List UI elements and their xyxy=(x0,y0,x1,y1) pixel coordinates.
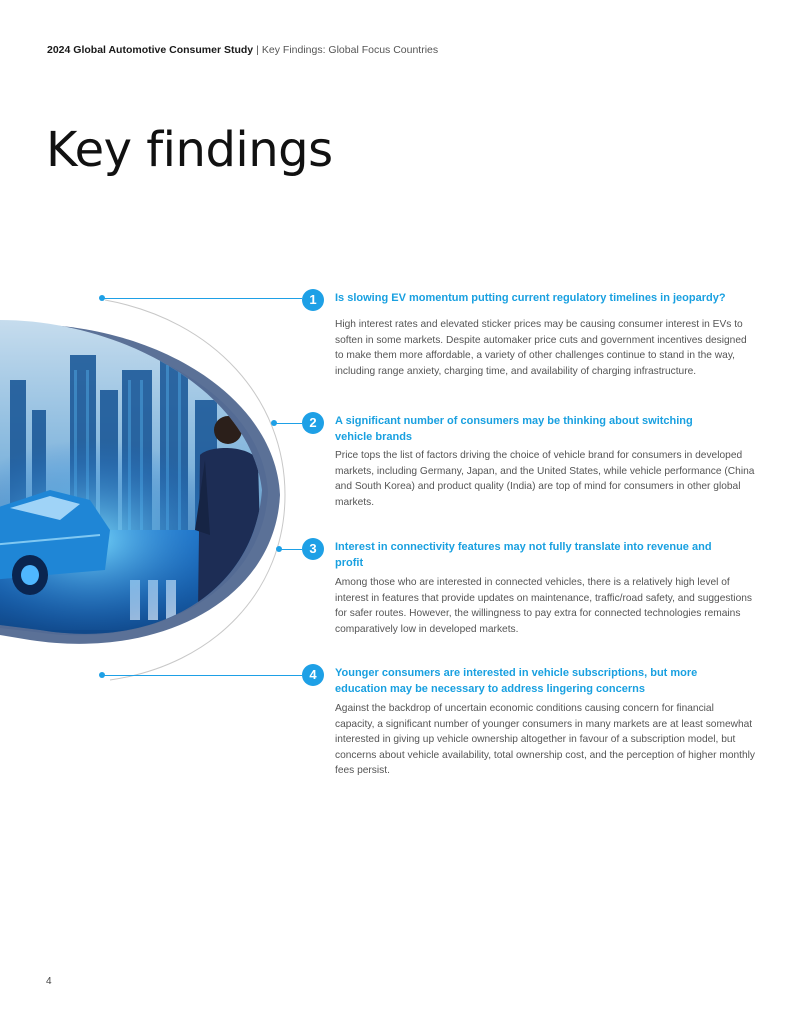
finding-body: Price tops the list of factors driving the choice of vehicle brand for consumers in developed markets, including Germany, Japan, and the United States, while vehicle performance (China and South Korea) and product quality (India) are top of mind for consumers in other global markets. xyxy=(335,450,755,508)
finding-4 xyxy=(302,664,757,794)
city-ev-illustration xyxy=(0,280,300,700)
page-number: 4 xyxy=(46,976,52,987)
finding-body: Against the backdrop of uncertain economic conditions causing concern for financial capacity, a significant number of younger consumers in many markets are at least somewhat interested in giving up vehicle ownership altogether in favour of a subscription model, but concerns about vehicle availability, total ownership cost, and the perception of higher monthly fees persist. xyxy=(335,703,756,777)
running-header xyxy=(47,44,438,56)
finding-3 xyxy=(302,538,757,648)
connector-line-2 xyxy=(274,423,302,424)
section-subtitle: Key Findings: Global Focus Countries xyxy=(261,44,439,56)
finding-heading: Younger consumers are interested in vehicle subscriptions, but more education may be necessary to address lingering concerns xyxy=(335,667,698,695)
connector-line-3 xyxy=(279,549,302,550)
finding-body: Among those who are interested in connected vehicles, there is a relatively high level of interest in features that provide updates on maintenance, traffic/road safety, and suggestions for safer routes. However, the willingness to pay extra for connected technologies remains comparatively low in developed markets. xyxy=(335,577,752,635)
finding-1 xyxy=(302,289,757,399)
page-title: Key findings xyxy=(46,122,333,178)
header-separator: | xyxy=(256,44,259,56)
finding-number-badge: 1 xyxy=(302,289,324,311)
finding-number-badge: 2 xyxy=(302,412,324,434)
finding-body: High interest rates and elevated sticker prices may be causing consumer interest in EVs to soften in some markets. Despite automaker price cuts and government incentives designed to make them more affordable, a variety of other challenges continue to stand in the way, including range anxiety, charging time, and availability of charging infrastructure. xyxy=(335,319,747,377)
connector-line-4 xyxy=(102,675,302,676)
finding-heading: Interest in connectivity features may not fully translate into revenue and profit xyxy=(335,541,712,569)
finding-heading: A significant number of consumers may be thinking about switching vehicle brands xyxy=(335,415,693,443)
finding-number-badge: 4 xyxy=(302,664,324,686)
report-title: 2024 Global Automotive Consumer Study xyxy=(47,44,254,56)
connector-line-1 xyxy=(102,298,302,299)
finding-2 xyxy=(302,412,757,522)
finding-number-badge: 3 xyxy=(302,538,324,560)
finding-heading: Is slowing EV momentum putting current regulatory timelines in jeopardy? xyxy=(335,292,726,304)
